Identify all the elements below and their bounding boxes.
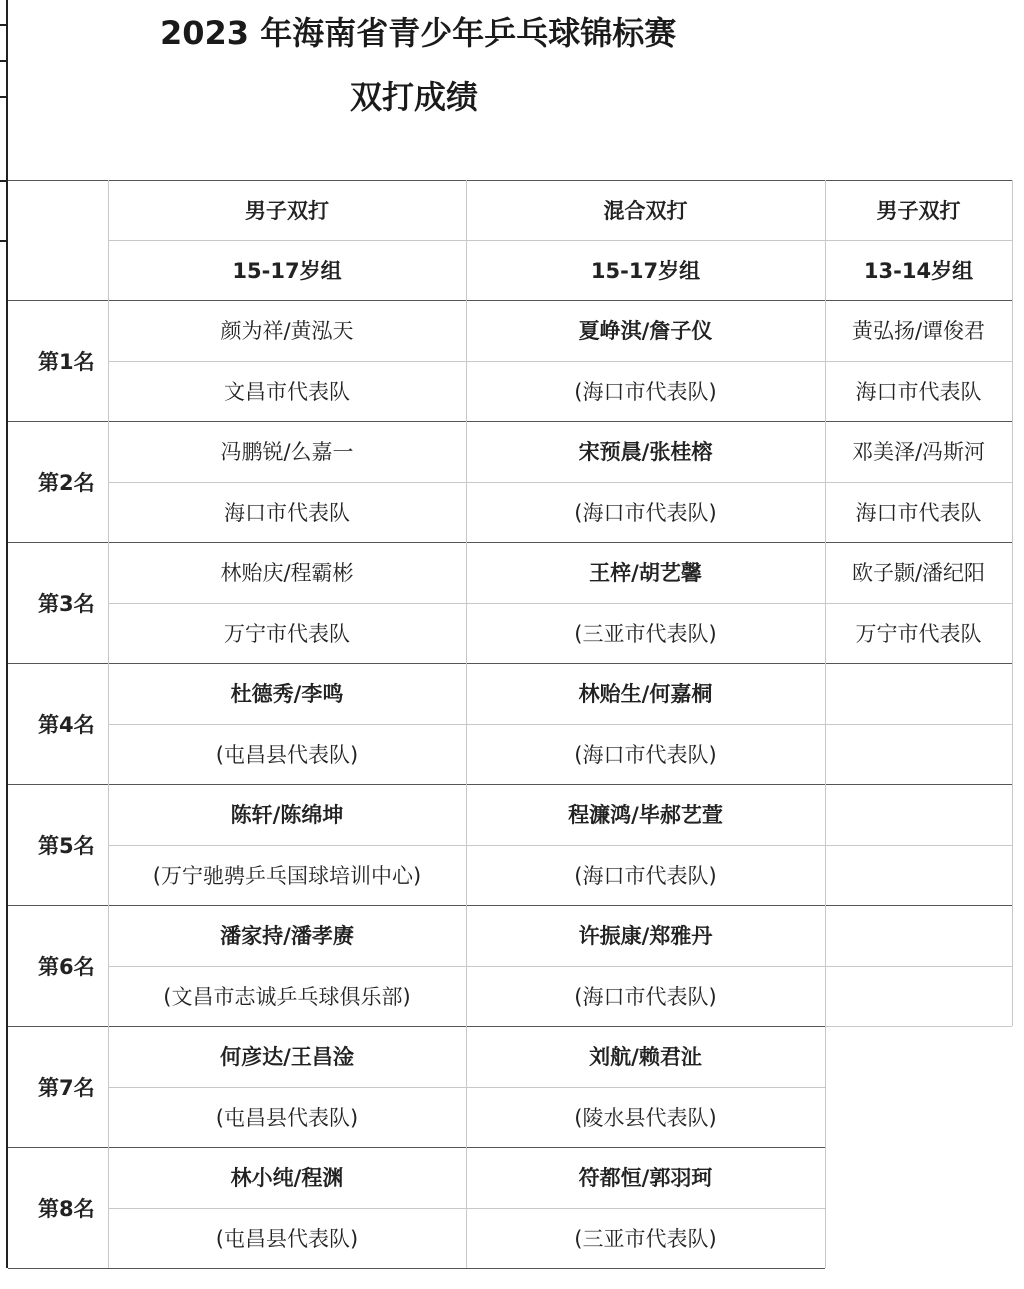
players-cell: 刘航/赖君沚 [589, 1045, 702, 1070]
page-title: 2023 年海南省青少年乒乓球锦标赛 [160, 14, 677, 52]
rank-label: 第7名 [38, 1075, 95, 1100]
players-cell: 潘家持/潘孝赓 [220, 924, 354, 949]
players-cell: 冯鹏锐/么嘉一 [220, 440, 354, 465]
grid-line [108, 724, 1012, 725]
players-cell: 林贻生/何嘉桐 [578, 682, 713, 707]
grid-line [825, 180, 826, 1268]
grid-line [108, 845, 1012, 846]
rank-label: 第8名 [38, 1196, 95, 1221]
team-cell: (屯昌县代表队) [215, 1105, 359, 1130]
players-cell: 王梓/胡艺馨 [589, 561, 702, 586]
rank-label: 第1名 [38, 349, 95, 374]
team-cell: 文昌市代表队 [224, 379, 350, 404]
grid-line [8, 1268, 825, 1269]
column-header-event: 男子双打 [876, 199, 961, 223]
players-cell: 杜德秀/李鸣 [230, 682, 344, 707]
team-cell: (三亚市代表队) [574, 1226, 717, 1251]
team-cell: (文昌市志诚乒乓球俱乐部) [163, 984, 411, 1009]
team-cell: (屯昌县代表队) [215, 742, 359, 767]
grid-line [1012, 180, 1013, 1026]
players-cell: 黄弘扬/谭俊君 [851, 319, 986, 344]
team-cell: (海口市代表队) [574, 984, 717, 1009]
players-cell: 邓美泽/冯斯河 [851, 440, 986, 465]
rank-label: 第2名 [38, 470, 95, 495]
team-cell: (屯昌县代表队) [215, 1226, 359, 1251]
players-cell: 林小纯/程渊 [230, 1166, 344, 1191]
team-cell: 万宁市代表队 [855, 621, 982, 646]
team-cell: (海口市代表队) [574, 500, 717, 525]
rank-label: 第6名 [38, 954, 95, 979]
column-header-age-group: 15-17岁组 [590, 259, 701, 283]
players-cell: 宋预晨/张桂榕 [578, 440, 713, 465]
players-cell: 符都恒/郭羽珂 [578, 1166, 713, 1191]
players-cell: 林贻庆/程霸彬 [220, 561, 354, 586]
team-cell: (海口市代表队) [574, 742, 717, 767]
players-cell: 欧子颢/潘纪阳 [851, 561, 986, 586]
team-cell: (陵水县代表队) [574, 1105, 717, 1130]
grid-line [108, 966, 1012, 967]
grid-line [466, 180, 467, 1268]
players-cell: 何彦达/王昌淦 [220, 1045, 354, 1070]
column-header-event: 混合双打 [603, 199, 688, 223]
page-subtitle: 双打成绩 [350, 78, 479, 116]
players-cell: 陈轩/陈绵坤 [230, 803, 344, 828]
team-cell: 海口市代表队 [855, 500, 982, 525]
team-cell: (海口市代表队) [574, 379, 717, 404]
column-header-age-group: 15-17岁组 [232, 259, 342, 283]
team-cell: 海口市代表队 [224, 500, 350, 525]
rank-label: 第5名 [38, 833, 95, 858]
grid-line [108, 603, 1012, 604]
grid-line [108, 180, 109, 1268]
grid-line [825, 1026, 1012, 1027]
team-cell: 万宁市代表队 [224, 621, 350, 646]
players-cell: 夏峥淇/詹子仪 [578, 319, 713, 344]
rank-label: 第3名 [38, 591, 95, 616]
team-cell: (三亚市代表队) [574, 621, 717, 646]
rank-label: 第4名 [38, 712, 95, 737]
players-cell: 颜为祥/黄泓天 [220, 319, 354, 344]
team-cell: (海口市代表队) [574, 863, 717, 888]
players-cell: 许振康/郑雅丹 [578, 924, 713, 949]
team-cell: 海口市代表队 [855, 379, 982, 404]
column-header-age-group: 13-14岁组 [863, 259, 974, 283]
team-cell: (万宁驰骋乒乓国球培训中心) [152, 863, 422, 888]
players-cell: 程濂鸿/毕郝艺萱 [568, 803, 723, 828]
grid-line [108, 361, 1012, 362]
grid-line [108, 482, 1012, 483]
column-header-event: 男子双打 [245, 199, 329, 223]
